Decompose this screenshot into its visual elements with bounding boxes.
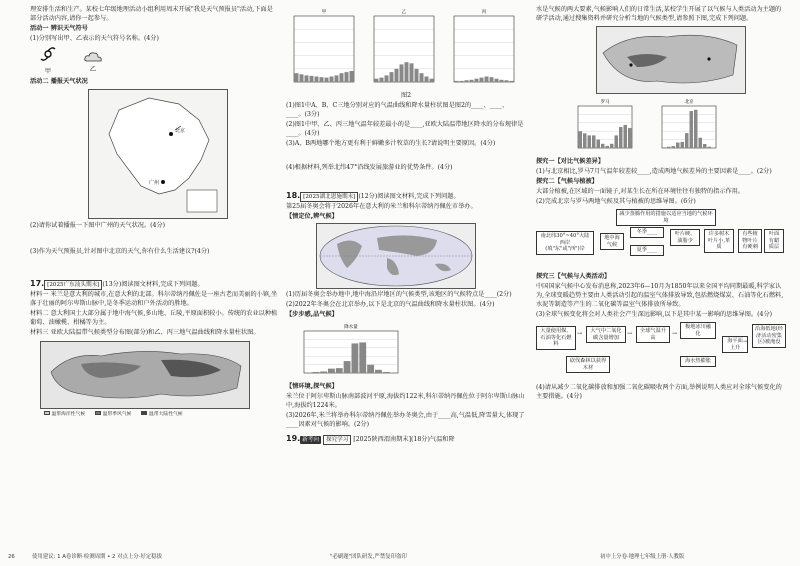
mindmap-vegetation bbox=[536, 209, 786, 271]
q18-3-material: 米兰位于阿尔卑斯山脉南部波河平原,海拔约122米,科尔蒂纳丹佩佐位于阿尔卑斯山脉山中,海拔约1224米。 bbox=[286, 392, 525, 409]
flow-d2: 海水热膨胀 bbox=[680, 356, 716, 367]
explore-one: 探究一【对比气候差异】 bbox=[536, 157, 605, 165]
world-map bbox=[316, 223, 476, 289]
explore-four-q: (4)请从减少二氧化碳排放和加强二氧化碳吸收两个方面,举例说明人类应对全球气候变化的主要措施。(4分) bbox=[536, 383, 782, 400]
bar bbox=[385, 75, 389, 82]
bar bbox=[601, 144, 605, 148]
bar bbox=[375, 79, 379, 82]
bar bbox=[708, 147, 712, 148]
flow-c1: 沿海低地(经济活动密集区)被淹没 bbox=[752, 324, 786, 348]
bar bbox=[420, 73, 424, 82]
activity-one-title: 活动一 辨识天气符号 bbox=[30, 24, 88, 32]
bar bbox=[305, 372, 312, 373]
explore-three-q: (3)全球气候变化将会对人类社会产生深远影响,以下是其中某一影响的思维导图。(4分) bbox=[536, 310, 773, 318]
material-one: 材料一 米兰是意大利的城市,在意大利的北部。科尔蒂纳丹佩佐是一座古老而美丽的小镇,坐落于壮丽的阿尔卑斯山脉中,是冬季运动和户外活动的胜地。 bbox=[30, 291, 278, 307]
chart-label: 甲 bbox=[321, 10, 327, 15]
activity-two-title: 活动二 播报天气状况 bbox=[30, 77, 88, 85]
bar bbox=[495, 79, 499, 82]
eurasia-map-rome-beijing bbox=[596, 26, 746, 94]
explore-three-text: 中国国家气候中心发布消息称,2023年6—10月为1850年以来全国平均同期最暖,科学家认为,全球变暖趋势主要由人类活动引起的温室气体排放导致,包括燃烧煤炭、石油等化石燃料,水泥等制造等产生的二氧化碳等温室气体排放所导致。 bbox=[536, 282, 784, 308]
q18-number: 18. bbox=[286, 190, 301, 200]
bar bbox=[350, 71, 354, 82]
bar bbox=[606, 146, 610, 148]
cloud-icon bbox=[84, 52, 102, 62]
middle-column bbox=[286, 6, 526, 446]
climate-chart-svg bbox=[296, 321, 406, 381]
mindmap-winter: 冬季____ bbox=[630, 227, 664, 238]
climate-chart-svg bbox=[570, 96, 640, 156]
climate-chart-svg bbox=[366, 6, 442, 90]
climate-chart-svg bbox=[286, 6, 362, 90]
material-two: 材料二 意大利国土大部分属于地中海气候,多山地、丘陵,平原面积较小。传统的农业以种植葡萄、油橄榄、柑橘等为主。 bbox=[30, 309, 278, 326]
symbol-jia bbox=[40, 46, 56, 76]
bar bbox=[510, 81, 514, 82]
mindmap-r3: 有些植物叶片有硬刺 bbox=[738, 229, 762, 253]
bar bbox=[592, 135, 596, 148]
beijing-climate-chart bbox=[296, 321, 526, 383]
label-jia: 甲 bbox=[44, 67, 52, 75]
bar bbox=[583, 133, 587, 148]
bar bbox=[325, 78, 329, 82]
eurasia-graphic bbox=[597, 27, 745, 93]
city-chart bbox=[654, 96, 724, 158]
bar bbox=[430, 79, 434, 82]
bar bbox=[480, 78, 484, 82]
rome-beijing-charts bbox=[570, 96, 786, 158]
typhoon-icon bbox=[40, 46, 56, 64]
bar bbox=[352, 343, 359, 373]
bar bbox=[405, 62, 409, 82]
q17-3: (3)A、B两地哪个地方更有利于鲜嫩多汁牧草的生长?请说明主要原因。(4分) bbox=[286, 139, 496, 147]
bar bbox=[335, 75, 339, 82]
eurasia-map-graphic bbox=[41, 342, 249, 408]
q19-tag-explore: 探究学习 bbox=[323, 435, 351, 445]
bar bbox=[699, 138, 703, 148]
bar bbox=[505, 80, 509, 82]
climate-legend bbox=[44, 411, 278, 419]
q17-4: (4)根据材料,列举北纬47°沿线发展旅游业的优势条件。(4分) bbox=[286, 163, 453, 171]
section-feel: 【步步感,品气候】 bbox=[286, 310, 338, 318]
bar bbox=[367, 365, 374, 373]
bar bbox=[615, 135, 619, 148]
legend-item-1: 温带海洋性气候 bbox=[44, 411, 85, 419]
chart-label: 罗马 bbox=[600, 99, 610, 105]
material-three: 材料三 亚欧大陆温带气候类型分布图(部分)和乙、丙三地气温曲线和降水量柱状图。 bbox=[30, 328, 260, 336]
q3-text: (3)作为天气预报员,针对图中北京的天气,你有什么生活建议?(4分) bbox=[30, 247, 210, 255]
weather-symbols bbox=[40, 46, 278, 76]
fig2-subchart bbox=[446, 6, 522, 92]
china-weather-map bbox=[88, 89, 228, 219]
bar bbox=[400, 64, 404, 82]
bar bbox=[415, 69, 419, 82]
arrow-3: → bbox=[672, 329, 678, 337]
bar bbox=[619, 127, 623, 148]
symbol-yi bbox=[84, 46, 102, 76]
mindmap-left: 南北纬30°~40°大陆西岸 (填"东"或"西")岸 bbox=[536, 231, 594, 255]
bar bbox=[320, 77, 324, 82]
flow-b1: 极地冰川融化 bbox=[680, 322, 716, 340]
q18-1: (1)历届冬奥会举办地中,地中海沿岸地区的气候类型,该地区的气候特点是____(2分) bbox=[286, 290, 512, 298]
bar bbox=[330, 77, 334, 83]
bar bbox=[470, 80, 474, 82]
eurasia-climate-map bbox=[40, 341, 250, 409]
q17-1: (1)图1中A、B、C三地分别对应的气温曲线和降水量柱状图是图2的____、____、____。(3分) bbox=[286, 101, 509, 118]
bar bbox=[490, 77, 494, 82]
bar bbox=[345, 72, 349, 82]
map-label-guangzhou: 广州 bbox=[149, 179, 160, 186]
bar bbox=[380, 78, 384, 82]
mindmap-r4: 叶面有蜡质层 bbox=[764, 229, 784, 253]
explore-two-text: 大部分植被,在区域的一面镜子,对某生长在所在环境往往有独特的指示作用。 bbox=[536, 187, 745, 195]
explore-two-q: (2)完成北京与罗马两地气候及其与植被的思维导图。(6分) bbox=[536, 197, 696, 205]
bar bbox=[300, 74, 304, 82]
q1-text: (1)分别写出甲、乙表示的天气符号名称。(4分) bbox=[30, 34, 159, 42]
q17-number: 17. bbox=[30, 278, 45, 288]
chart-label: 丙 bbox=[481, 10, 487, 15]
chart-label: 降水量 bbox=[344, 324, 358, 330]
mindmap-mid: 地中海气候 bbox=[600, 233, 624, 251]
flow-d1: 砍伐森林以获得木材 bbox=[566, 356, 610, 374]
flow-diagram-climate bbox=[536, 322, 786, 384]
climate-chart-svg bbox=[446, 6, 522, 90]
explore-one-q1: (1)与北京相比,罗马7月气温年较差较____,造成两地气候差异的主要因素是____。(2分) bbox=[536, 167, 772, 175]
arrow-1: → bbox=[577, 329, 583, 337]
q18-prompt: (12分)阅读图文材料,完成下列问题。 bbox=[358, 192, 460, 200]
legend-item-3: 温带大陆性气候 bbox=[141, 411, 182, 419]
climate-charts-fig2 bbox=[286, 6, 526, 92]
intro-text: 理安排生活和生产。某校七年级地理活动小组利用周末开展"我是天气预报员"活动,下面是部分活动内容,请你一起参与。 bbox=[30, 6, 273, 22]
bar bbox=[455, 81, 459, 82]
arrow-4: → bbox=[743, 337, 749, 345]
bar bbox=[465, 80, 469, 82]
bar bbox=[460, 81, 464, 82]
bar bbox=[579, 131, 583, 148]
bar bbox=[375, 370, 382, 373]
bar bbox=[310, 76, 314, 82]
chart-label: 北京 bbox=[684, 99, 694, 105]
footer-tips: 使用建议: 1 A卷诊断·检测周期 • 2 对点上分·好定稳拔 bbox=[32, 554, 162, 561]
bar bbox=[628, 128, 632, 148]
fig2-caption: 图2 bbox=[400, 92, 412, 99]
flow-a3: 全球气温升高 bbox=[636, 326, 670, 344]
bar bbox=[676, 143, 680, 148]
left-column bbox=[30, 6, 278, 419]
bar bbox=[485, 77, 489, 83]
explore-three: 探究三【气候与人类活动】 bbox=[536, 272, 611, 280]
fig2-subchart bbox=[366, 6, 442, 92]
bar bbox=[681, 142, 685, 148]
q19-prompt: [2025陕西渭南期末](18分)气温和降 bbox=[353, 435, 455, 443]
section-locate: 【情定位,辨气候】 bbox=[286, 212, 338, 220]
flow-a1: 大量使用煤、石油等化石燃料 bbox=[536, 326, 576, 350]
chart-label: 乙 bbox=[401, 10, 407, 15]
q17-prompt: (13分)阅读图文材料,完成下列问题。 bbox=[102, 280, 204, 288]
bar bbox=[383, 372, 390, 373]
bar bbox=[694, 110, 698, 148]
bar bbox=[390, 72, 394, 82]
flow-a2: 大气中二氧化碳含量增加 bbox=[586, 326, 626, 344]
q18-body: 第25届冬奥会将于2026年在意大利的米兰和科尔蒂纳丹佩佐市举办。 bbox=[286, 203, 477, 210]
bar bbox=[703, 144, 707, 148]
q18-2: (2)2022年冬奥会在北京举办,以下是北京的气温曲线和降水量柱状图。(4分) bbox=[286, 300, 495, 308]
arrow-2: → bbox=[627, 329, 633, 337]
bar bbox=[690, 111, 694, 148]
q18-source-tag: [2025湖北恩施期末] bbox=[300, 192, 358, 202]
q17-2: (2)图1中甲、乙、丙三地气温年较差最小的是____,亚欧大陆温带地区降水的分布规律是____。(4分) bbox=[286, 120, 524, 137]
bar bbox=[624, 125, 628, 148]
bar bbox=[328, 369, 335, 373]
bar bbox=[672, 146, 676, 148]
q19-number: 19. bbox=[286, 433, 301, 443]
bar bbox=[336, 368, 343, 373]
bar bbox=[597, 140, 601, 148]
bar bbox=[610, 144, 614, 148]
bar bbox=[315, 77, 319, 83]
footer-book: 初中上分卷·地理七年级上册·人教版 bbox=[600, 554, 685, 561]
climate-chart-svg bbox=[654, 96, 724, 156]
mindmap-top: 减少蒸腾作用的措施以适应当地的气候环境 bbox=[616, 209, 716, 227]
q19-intro: 水是气候的两大要素,气候影响人们的日常生活,某校学生开展了以气候与人类活动为主题的研学活动,通过搜集资料并研究分析当地的气候类型,请参照下图,完成下列问题。 bbox=[536, 6, 782, 22]
bar bbox=[312, 372, 319, 373]
bar bbox=[685, 133, 689, 148]
mindmap-summer: 夏季____ bbox=[630, 245, 664, 256]
right-column bbox=[536, 6, 786, 403]
bar bbox=[295, 73, 299, 82]
bar bbox=[410, 63, 414, 82]
q19-tag-new: 新考向 bbox=[302, 436, 319, 443]
q18-3: (3)2026年,米兰将举办科尔蒂纳丹佩佐举办冬奥会,由于____高,气温低,降雪量大,体现了____因素对气候的影响。(2分) bbox=[286, 411, 525, 428]
map-label-beijing: 北京 bbox=[175, 127, 186, 134]
q17-source-tag: [2025广东汕头期末] bbox=[44, 280, 102, 290]
fig2-subchart bbox=[286, 6, 362, 92]
bar bbox=[500, 80, 504, 82]
bar bbox=[305, 75, 309, 82]
city-chart bbox=[570, 96, 640, 158]
world-map-graphic bbox=[317, 224, 475, 288]
label-yi: 乙 bbox=[89, 65, 97, 73]
bar bbox=[425, 77, 429, 83]
mindmap-r1: 叶片硬、油脂少 bbox=[670, 229, 700, 247]
legend-item-2: 温带季风气候 bbox=[95, 411, 131, 419]
explore-two: 探究二【气候与植被】 bbox=[536, 177, 598, 185]
bar bbox=[667, 147, 671, 148]
q2-text: (2)请你试着播报一下图中广州的天气状况。(4分) bbox=[30, 221, 166, 229]
mindmap-r2: 许多树木叶片小,革质 bbox=[704, 229, 734, 253]
china-map-graphic bbox=[89, 90, 227, 218]
bar bbox=[663, 147, 667, 148]
section-environment: 【情环境,探气候】 bbox=[286, 382, 338, 390]
bar bbox=[588, 135, 592, 148]
bar bbox=[320, 371, 327, 373]
bar bbox=[359, 342, 366, 373]
page-number: 26 bbox=[8, 554, 15, 561]
bar bbox=[344, 361, 351, 373]
flow-b2: 海平面上升 bbox=[722, 336, 748, 354]
bar bbox=[340, 73, 344, 82]
footer-copyright: "必刷题"团队研发,严禁复印盗印 bbox=[330, 554, 407, 561]
bar bbox=[395, 69, 399, 82]
bar bbox=[475, 79, 479, 82]
